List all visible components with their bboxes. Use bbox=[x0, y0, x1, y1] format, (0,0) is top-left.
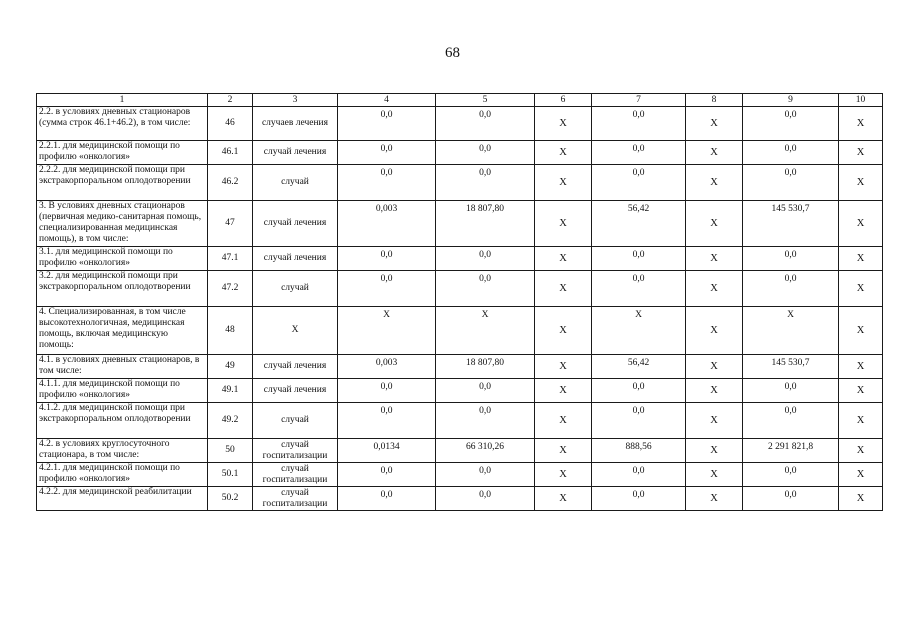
row-unit-cell: случай bbox=[253, 403, 338, 439]
row-unit-cell: случай госпитализации bbox=[253, 439, 338, 463]
cell-col9: Х bbox=[743, 307, 839, 355]
cell-col6: Х bbox=[535, 355, 592, 379]
cell-col5: 18 807,80 bbox=[436, 355, 535, 379]
table-row bbox=[37, 379, 883, 403]
table-row bbox=[37, 201, 883, 247]
column-header: 6 bbox=[535, 94, 592, 107]
row-name-cell: 3.2. для медицинской помощи при экстракорпоральном оплодотворении bbox=[37, 271, 208, 307]
cell-col5: 0,0 bbox=[436, 403, 535, 439]
table-row bbox=[37, 307, 883, 355]
column-header: 9 bbox=[743, 94, 839, 107]
cell-col10: Х bbox=[839, 463, 883, 487]
cell-col8: Х bbox=[686, 403, 743, 439]
cell-col5: 0,0 bbox=[436, 379, 535, 403]
cell-col6: Х bbox=[535, 487, 592, 511]
row-code-cell: 50.1 bbox=[208, 463, 253, 487]
cell-col7: 0,0 bbox=[592, 107, 686, 141]
row-name-cell: 2.2.1. для медицинской помощи по профилю «онкология» bbox=[37, 141, 208, 165]
cell-col7: 0,0 bbox=[592, 247, 686, 271]
row-code-cell: 47.2 bbox=[208, 271, 253, 307]
row-name-cell: 4.2. в условиях круглосуточного стационара, в том числе: bbox=[37, 439, 208, 463]
cell-col4: 0,0 bbox=[338, 487, 436, 511]
page-number: 68 bbox=[445, 45, 460, 61]
cell-col7: 0,0 bbox=[592, 165, 686, 201]
column-number-row bbox=[37, 94, 883, 107]
column-header: 2 bbox=[208, 94, 253, 107]
cell-col9: 0,0 bbox=[743, 141, 839, 165]
cell-col7: 0,0 bbox=[592, 141, 686, 165]
row-name-cell: 3. В условиях дневных стационаров (первичная медико-санитарная помощь, специализированная медицинская помощь), в том числе: bbox=[37, 201, 208, 247]
table-row bbox=[37, 247, 883, 271]
table-row bbox=[37, 463, 883, 487]
column-header: 3 bbox=[253, 94, 338, 107]
row-unit-cell: случай лечения bbox=[253, 201, 338, 247]
cell-col10: Х bbox=[839, 403, 883, 439]
table-row bbox=[37, 107, 883, 141]
cell-col9: 145 530,7 bbox=[743, 355, 839, 379]
cell-col10: Х bbox=[839, 439, 883, 463]
cell-col6: Х bbox=[535, 463, 592, 487]
table-row bbox=[37, 141, 883, 165]
column-header: 7 bbox=[592, 94, 686, 107]
cell-col4: 0,0 bbox=[338, 247, 436, 271]
cell-col8: Х bbox=[686, 463, 743, 487]
row-code-cell: 49 bbox=[208, 355, 253, 379]
row-code-cell: 46 bbox=[208, 107, 253, 141]
cell-col7: Х bbox=[592, 307, 686, 355]
cell-col4: 0,0 bbox=[338, 403, 436, 439]
cell-col4: 0,003 bbox=[338, 355, 436, 379]
table-row bbox=[37, 165, 883, 201]
cell-col5: 18 807,80 bbox=[436, 201, 535, 247]
cell-col10: Х bbox=[839, 165, 883, 201]
cell-col6: Х bbox=[535, 379, 592, 403]
cell-col8: Х bbox=[686, 439, 743, 463]
cell-col8: Х bbox=[686, 141, 743, 165]
cell-col8: Х bbox=[686, 355, 743, 379]
cell-col8: Х bbox=[686, 201, 743, 247]
row-name-cell: 4.2.1. для медицинской помощи по профилю «онкология» bbox=[37, 463, 208, 487]
row-unit-cell: случай bbox=[253, 165, 338, 201]
row-unit-cell: случай лечения bbox=[253, 247, 338, 271]
cell-col8: Х bbox=[686, 247, 743, 271]
cell-col6: Х bbox=[535, 247, 592, 271]
cell-col10: Х bbox=[839, 307, 883, 355]
cell-col6: Х bbox=[535, 201, 592, 247]
cell-col7: 56,42 bbox=[592, 355, 686, 379]
cell-col4: Х bbox=[338, 307, 436, 355]
cell-col7: 0,0 bbox=[592, 463, 686, 487]
cell-col5: 0,0 bbox=[436, 247, 535, 271]
row-name-cell: 4. Специализированная, в том числе высокотехнологичная, медицинская помощь, включая медицинскую помощь: bbox=[37, 307, 208, 355]
row-unit-cell: случай госпитализации bbox=[253, 463, 338, 487]
data-table bbox=[36, 93, 883, 511]
row-code-cell: 46.2 bbox=[208, 165, 253, 201]
cell-col9: 0,0 bbox=[743, 107, 839, 141]
row-code-cell: 49.1 bbox=[208, 379, 253, 403]
column-header: 4 bbox=[338, 94, 436, 107]
row-name-cell: 2.2. в условиях дневных стационаров (сумма строк 46.1+46.2), в том числе: bbox=[37, 107, 208, 141]
cell-col8: Х bbox=[686, 379, 743, 403]
row-unit-cell: Х bbox=[253, 307, 338, 355]
row-unit-cell: случай госпитализации bbox=[253, 487, 338, 511]
cell-col9: 0,0 bbox=[743, 271, 839, 307]
row-code-cell: 49.2 bbox=[208, 403, 253, 439]
cell-col4: 0,0 bbox=[338, 141, 436, 165]
cell-col10: Х bbox=[839, 107, 883, 141]
cell-col7: 0,0 bbox=[592, 379, 686, 403]
cell-col4: 0,0 bbox=[338, 463, 436, 487]
cell-col10: Х bbox=[839, 487, 883, 511]
cell-col9: 145 530,7 bbox=[743, 201, 839, 247]
cell-col9: 0,0 bbox=[743, 379, 839, 403]
table-row bbox=[37, 439, 883, 463]
cell-col5: 0,0 bbox=[436, 271, 535, 307]
cell-col9: 0,0 bbox=[743, 247, 839, 271]
cell-col4: 0,0134 bbox=[338, 439, 436, 463]
row-code-cell: 48 bbox=[208, 307, 253, 355]
cell-col7: 0,0 bbox=[592, 271, 686, 307]
cell-col6: Х bbox=[535, 307, 592, 355]
column-header: 10 bbox=[839, 94, 883, 107]
table-row bbox=[37, 271, 883, 307]
row-code-cell: 50.2 bbox=[208, 487, 253, 511]
cell-col5: 0,0 bbox=[436, 463, 535, 487]
cell-col10: Х bbox=[839, 271, 883, 307]
row-code-cell: 50 bbox=[208, 439, 253, 463]
cell-col8: Х bbox=[686, 271, 743, 307]
cell-col4: 0,0 bbox=[338, 107, 436, 141]
cell-col8: Х bbox=[686, 487, 743, 511]
cell-col5: 66 310,26 bbox=[436, 439, 535, 463]
cell-col8: Х bbox=[686, 107, 743, 141]
column-header: 1 bbox=[37, 94, 208, 107]
cell-col9: 0,0 bbox=[743, 403, 839, 439]
cell-col9: 0,0 bbox=[743, 487, 839, 511]
table-row bbox=[37, 487, 883, 511]
cell-col10: Х bbox=[839, 247, 883, 271]
cell-col10: Х bbox=[839, 379, 883, 403]
cell-col8: Х bbox=[686, 165, 743, 201]
cell-col5: 0,0 bbox=[436, 107, 535, 141]
row-name-cell: 4.2.2. для медицинской реабилитации bbox=[37, 487, 208, 511]
cell-col10: Х bbox=[839, 141, 883, 165]
column-header: 8 bbox=[686, 94, 743, 107]
cell-col5: Х bbox=[436, 307, 535, 355]
row-name-cell: 4.1.2. для медицинской помощи при экстракорпоральном оплодотворении bbox=[37, 403, 208, 439]
row-name-cell: 4.1.1. для медицинской помощи по профилю «онкология» bbox=[37, 379, 208, 403]
cell-col4: 0,0 bbox=[338, 271, 436, 307]
cell-col10: Х bbox=[839, 355, 883, 379]
row-code-cell: 47.1 bbox=[208, 247, 253, 271]
cell-col4: 0,003 bbox=[338, 201, 436, 247]
cell-col7: 0,0 bbox=[592, 487, 686, 511]
cell-col6: Х bbox=[535, 165, 592, 201]
cell-col9: 2 291 821,8 bbox=[743, 439, 839, 463]
row-code-cell: 46.1 bbox=[208, 141, 253, 165]
table-row bbox=[37, 403, 883, 439]
cell-col6: Х bbox=[535, 403, 592, 439]
cell-col6: Х bbox=[535, 107, 592, 141]
cell-col5: 0,0 bbox=[436, 487, 535, 511]
row-unit-cell: случай лечения bbox=[253, 141, 338, 165]
cell-col7: 56,42 bbox=[592, 201, 686, 247]
cell-col7: 888,56 bbox=[592, 439, 686, 463]
cell-col10: Х bbox=[839, 201, 883, 247]
row-code-cell: 47 bbox=[208, 201, 253, 247]
cell-col5: 0,0 bbox=[436, 165, 535, 201]
row-unit-cell: случай bbox=[253, 271, 338, 307]
cell-col7: 0,0 bbox=[592, 403, 686, 439]
row-unit-cell: случаев лечения bbox=[253, 107, 338, 141]
cell-col5: 0,0 bbox=[436, 141, 535, 165]
cell-col6: Х bbox=[535, 271, 592, 307]
row-name-cell: 4.1. в условиях дневных стационаров, в том числе: bbox=[37, 355, 208, 379]
cell-col4: 0,0 bbox=[338, 165, 436, 201]
row-name-cell: 2.2.2. для медицинской помощи при экстракорпоральном оплодотворении bbox=[37, 165, 208, 201]
column-header: 5 bbox=[436, 94, 535, 107]
row-name-cell: 3.1. для медицинской помощи по профилю «онкология» bbox=[37, 247, 208, 271]
cell-col9: 0,0 bbox=[743, 463, 839, 487]
cell-col9: 0,0 bbox=[743, 165, 839, 201]
row-unit-cell: случай лечения bbox=[253, 379, 338, 403]
row-unit-cell: случай лечения bbox=[253, 355, 338, 379]
cell-col6: Х bbox=[535, 439, 592, 463]
cell-col6: Х bbox=[535, 141, 592, 165]
cell-col8: Х bbox=[686, 307, 743, 355]
cell-col4: 0,0 bbox=[338, 379, 436, 403]
table-row bbox=[37, 355, 883, 379]
